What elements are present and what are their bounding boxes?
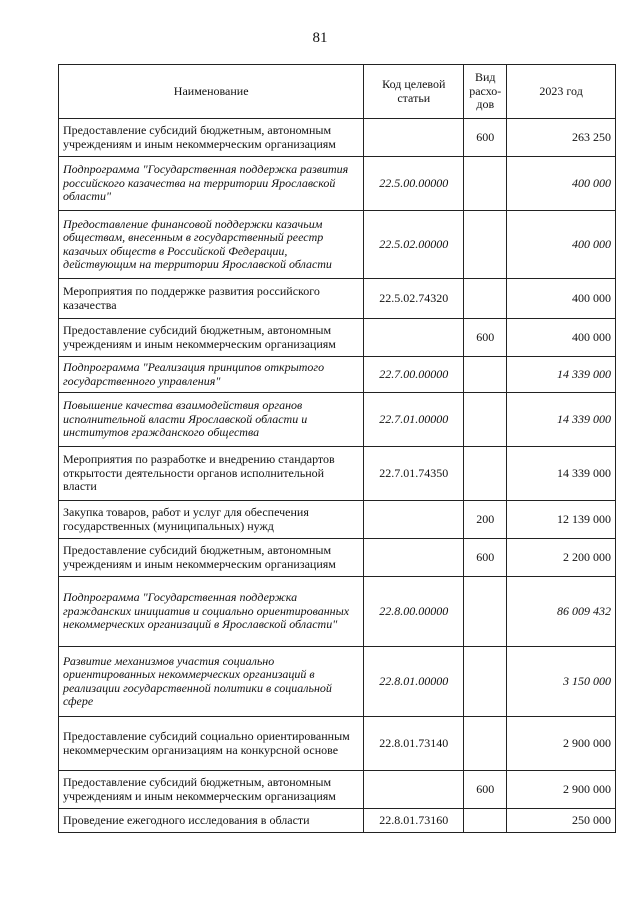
cell-name: Подпрограмма "Государственная поддержка гражданских инициатив и социально ориентированных некоммерческих организаций в Ярославской области": [59, 577, 364, 647]
header-year: 2023 год: [507, 65, 616, 119]
cell-amount: 2 200 000: [507, 539, 616, 577]
cell-name: Проведение ежегодного исследования в области: [59, 809, 364, 833]
cell-amount: 14 339 000: [507, 447, 616, 501]
cell-amount: 400 000: [507, 157, 616, 211]
table-row: [59, 279, 616, 319]
cell-code: 22.8.01.73160: [364, 809, 464, 833]
cell-name: Развитие механизмов участия социально ориентированных некоммерческих организаций в реализации государственной политики в социальной сфере: [59, 647, 364, 717]
cell-type: [464, 447, 507, 501]
cell-name: Мероприятия по разработке и внедрению стандартов открытости деятельности органов исполнительной власти: [59, 447, 364, 501]
cell-name: Предоставление субсидий бюджетным, автономным учреждениям и иным некоммерческим организациям: [59, 119, 364, 157]
cell-amount: 250 000: [507, 809, 616, 833]
table-row: [59, 717, 616, 771]
cell-type: 600: [464, 539, 507, 577]
budget-table: [58, 64, 616, 833]
cell-type: [464, 717, 507, 771]
table-row: [59, 211, 616, 279]
header-name: Наименование: [59, 65, 364, 119]
cell-code: 22.7.00.00000: [364, 357, 464, 393]
table-row: [59, 539, 616, 577]
cell-type: [464, 157, 507, 211]
cell-code: [364, 771, 464, 809]
cell-amount: 14 339 000: [507, 357, 616, 393]
cell-name: Закупка товаров, работ и услуг для обеспечения государственных (муниципальных) нужд: [59, 501, 364, 539]
cell-name: Предоставление субсидий социально ориентированным некоммерческим организациям на конкурсной основе: [59, 717, 364, 771]
cell-code: 22.5.02.00000: [364, 211, 464, 279]
table-row: [59, 393, 616, 447]
table-row: [59, 119, 616, 157]
cell-type: [464, 393, 507, 447]
table-row: [59, 447, 616, 501]
cell-amount: 2 900 000: [507, 771, 616, 809]
cell-name: Предоставление субсидий бюджетным, автономным учреждениям и иным некоммерческим организациям: [59, 539, 364, 577]
cell-type: 200: [464, 501, 507, 539]
cell-amount: 263 250: [507, 119, 616, 157]
header-type: Вид расхо-дов: [464, 65, 507, 119]
header-code: Код целевой статьи: [364, 65, 464, 119]
cell-name: Предоставление финансовой поддержки казачьим обществам, внесенным в государственный реестр казачьих обществ в Российской Федерации, действующим на территории Ярославской области: [59, 211, 364, 279]
cell-name: Предоставление субсидий бюджетным, автономным учреждениям и иным некоммерческим организациям: [59, 319, 364, 357]
table-row: [59, 157, 616, 211]
table-row: [59, 319, 616, 357]
cell-amount: 14 339 000: [507, 393, 616, 447]
cell-name: Предоставление субсидий бюджетным, автономным учреждениям и иным некоммерческим организациям: [59, 771, 364, 809]
cell-code: 22.7.01.00000: [364, 393, 464, 447]
cell-code: 22.8.00.00000: [364, 577, 464, 647]
cell-code: [364, 119, 464, 157]
cell-type: [464, 577, 507, 647]
cell-type: [464, 211, 507, 279]
table-row: [59, 771, 616, 809]
cell-type: 600: [464, 771, 507, 809]
cell-type: 600: [464, 119, 507, 157]
cell-amount: 86 009 432: [507, 577, 616, 647]
cell-amount: 2 900 000: [507, 717, 616, 771]
cell-name: Подпрограмма "Государственная поддержка развития российского казачества на территории Ярославской области": [59, 157, 364, 211]
table-header-row: [59, 65, 616, 119]
cell-amount: 400 000: [507, 211, 616, 279]
cell-code: 22.8.01.73140: [364, 717, 464, 771]
cell-code: 22.7.01.74350: [364, 447, 464, 501]
cell-amount: 12 139 000: [507, 501, 616, 539]
cell-type: [464, 357, 507, 393]
table-body: [59, 119, 616, 833]
cell-name: Мероприятия по поддержке развития российского казачества: [59, 279, 364, 319]
page-number: 81: [312, 30, 328, 46]
cell-amount: 400 000: [507, 319, 616, 357]
cell-name: Повышение качества взаимодействия органов исполнительной власти Ярославской области и институтов гражданского общества: [59, 393, 364, 447]
cell-code: [364, 319, 464, 357]
cell-code: 22.5.00.00000: [364, 157, 464, 211]
cell-type: [464, 809, 507, 833]
table-row: [59, 809, 616, 833]
cell-type: 600: [464, 319, 507, 357]
cell-code: 22.5.02.74320: [364, 279, 464, 319]
cell-amount: 400 000: [507, 279, 616, 319]
cell-type: [464, 279, 507, 319]
table-row: [59, 357, 616, 393]
cell-code: [364, 539, 464, 577]
table-row: [59, 577, 616, 647]
table-row: [59, 647, 616, 717]
table-row: [59, 501, 616, 539]
cell-code: 22.8.01.00000: [364, 647, 464, 717]
cell-name: Подпрограмма "Реализация принципов открытого государственного управления": [59, 357, 364, 393]
cell-code: [364, 501, 464, 539]
cell-type: [464, 647, 507, 717]
cell-amount: 3 150 000: [507, 647, 616, 717]
